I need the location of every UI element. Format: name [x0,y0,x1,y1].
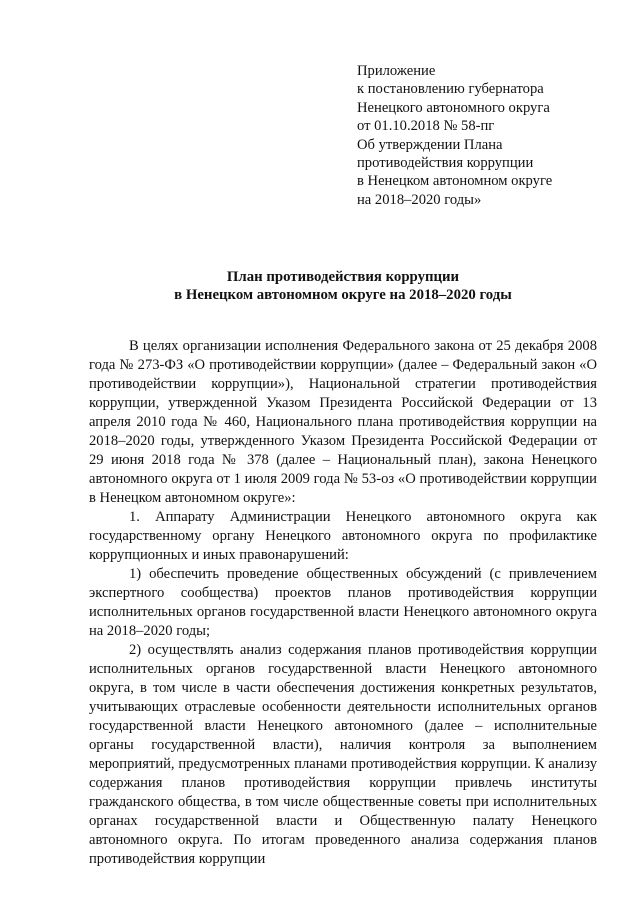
appendix-line: Ненецкого автономного округа [357,99,550,116]
document-body [89,337,597,869]
paragraph-preamble: В целях организации исполнения Федерального закона от 25 декабря 2008 года № 273-ФЗ «О противодействии коррупции» (далее – Федеральный закон «О противодействии коррупции»), Национальной стратегии противодействия коррупции, утвержденной Указом Президента Российской Федерации от 13 апреля 2010 года № 460, Национального плана противодействия коррупции на 2018–2020 годы, утвержденного Указом Президента Российской Федерации от 29 июня 2018 года № 378 (далее – Национальный план), закона Ненецкого автономного округа от 1 июля 2009 года № 53-оз «О противодействии коррупции в Ненецком автономном округе»: [89,338,597,506]
paragraph-item-1: 1. Аппарату Администрации Ненецкого автономного округа как государственному органу Ненецкого автономного округа по профилактике коррупционных и иных правонарушений: [89,509,597,563]
appendix-block [357,62,627,209]
appendix-line: противодействия коррупции [357,155,534,172]
appendix-line: на 2018–2020 годы» [357,191,482,208]
title-line-1: План противодействия коррупции [226,269,460,285]
paragraph-subitem-1: 1) обеспечить проведение общественных обсуждений (с привлечением экспертного сообщества) проектов планов противодействия коррупции исполнительных органов государственной власти Ненецкого автономного округа на 2018–2020 годы; [89,566,597,639]
appendix-line: Об утверждении Плана [357,136,503,153]
paragraph-subitem-2: 2) осуществлять анализ содержания планов противодействия коррупции исполнительных органов государственной власти Ненецкого автономного округа, в том числе в части обеспечения достижения конкретных результатов, учитывающих отраслевые особенности деятельности исполнительных органов государственной власти Ненецкого автономного (далее – исполнительные органы государственной власти), наличия контроля за выполнением мероприятий, предусмотренных планами противодействия коррупции. К анализу содержания планов противодействия коррупции привлечь институты гражданского общества, в том числе общественные советы при исполнительных органах государственной власти и Общественную палату Ненецкого автономного округа. По итогам проведенного анализа содержания планов противодействия коррупции [89,642,597,867]
appendix-line: от 01.10.2018 № 58-пг [357,118,495,135]
appendix-line: к постановлению губернатора [357,81,544,98]
document-title [88,268,598,305]
appendix-line: в Ненецком автономном округе [357,173,553,190]
appendix-line: Приложение [357,63,436,79]
title-line-2: в Ненецком автономном округе на 2018–2020 годы [174,287,512,304]
